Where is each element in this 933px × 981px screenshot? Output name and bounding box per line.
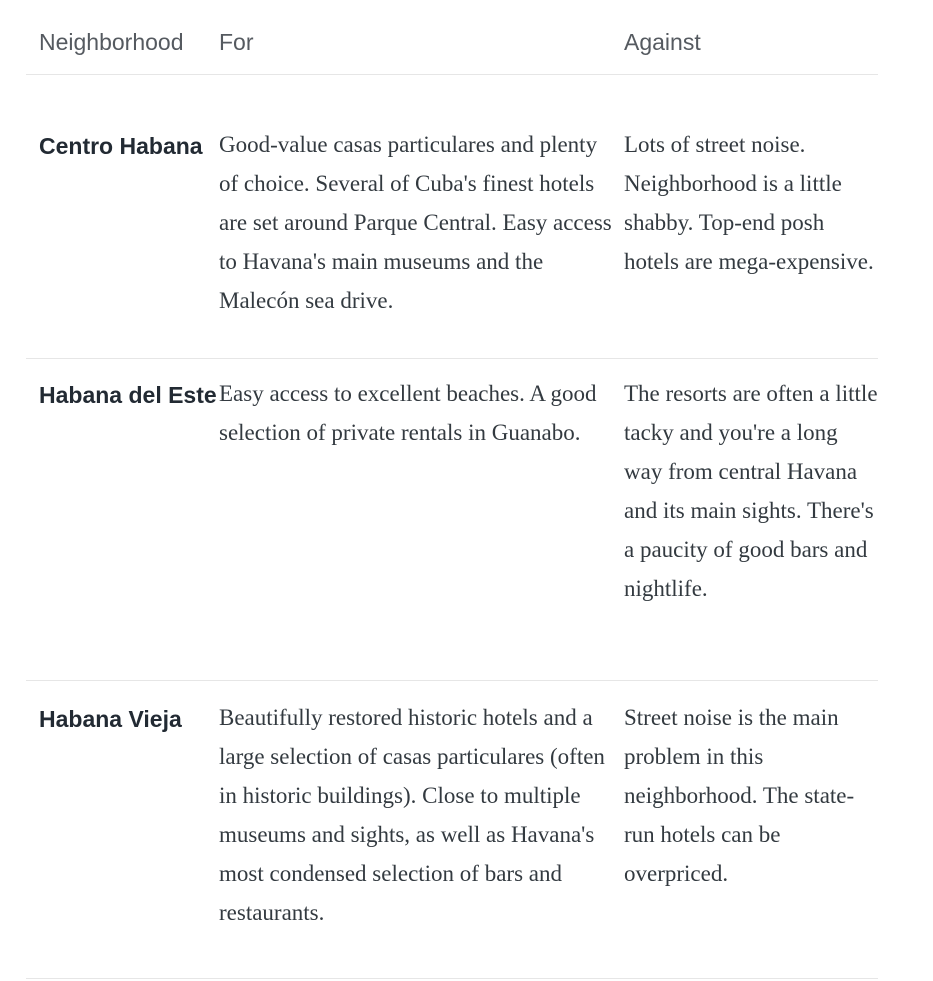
header-for: For bbox=[219, 29, 254, 55]
neighborhood-name: Habana del Este bbox=[39, 382, 217, 408]
for-text: Good-value casas particulares and plenty of choice. Several of Cuba's finest hotels are set around Parque Central. Easy access to Havana's main museums and the Malecón sea drive. bbox=[219, 132, 612, 313]
table-header-row bbox=[26, 0, 878, 75]
neighborhood-comparison-table bbox=[26, 0, 878, 979]
neighborhood-name: Centro Habana bbox=[39, 133, 203, 159]
against-text: Street noise is the main problem in this neighborhood. The state-run hotels can be overpriced. bbox=[624, 705, 855, 886]
table-row bbox=[26, 75, 878, 359]
for-text: Beautifully restored historic hotels and a large selection of casas particulares (often in historic buildings). Close to multiple museums and sights, as well as Havana's most condensed selection of bars and restaurants. bbox=[219, 705, 605, 925]
against-text: Lots of street noise. Neighborhood is a little shabby. Top-end posh hotels are mega-expensive. bbox=[624, 132, 874, 274]
table-row bbox=[26, 359, 878, 681]
header-neighborhood: Neighborhood bbox=[39, 29, 184, 55]
table-row bbox=[26, 681, 878, 979]
header-against: Against bbox=[624, 29, 701, 55]
for-text: Easy access to excellent beaches. A good selection of private rentals in Guanabo. bbox=[219, 381, 597, 445]
against-text: The resorts are often a little tacky and you're a long way from central Havana and its main sights. There's a paucity of good bars and nightlife. bbox=[624, 381, 878, 601]
neighborhood-name: Habana Vieja bbox=[39, 706, 182, 732]
